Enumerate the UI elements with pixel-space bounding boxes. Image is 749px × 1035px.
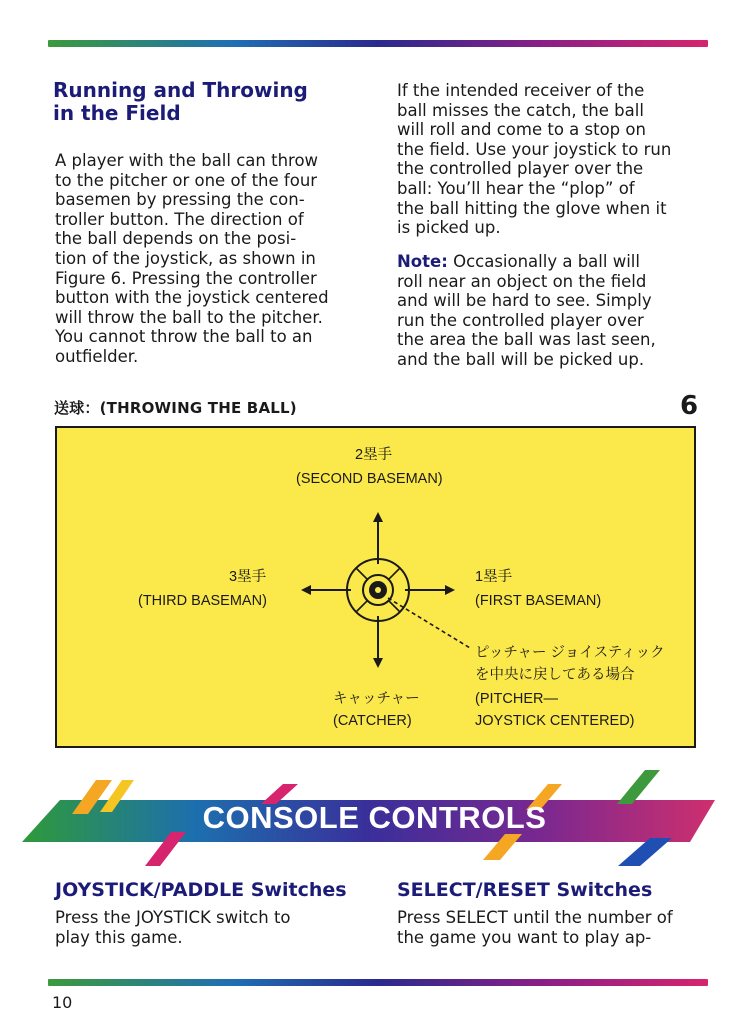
second-baseman-en: (SECOND BASEMAN) [296,471,443,487]
figure-caption: 送球：(THROWING THE BALL) [54,399,297,417]
pitcher-jp-line2: を中央に戻してある場合 [475,667,635,683]
text-line: will roll and come to a stop on [397,120,646,140]
bottom-rule [48,979,708,986]
text-line: You cannot throw the ball to an [55,327,313,347]
console-controls-title: CONSOLE CONTROLS [202,800,547,835]
pitcher-en-line1: (PITCHER— [475,691,558,707]
text-line: roll near an object on the field [397,271,647,291]
throwing-diagram [55,426,696,748]
page-number: 10 [52,993,73,1012]
text-line: and the ball will be picked up. [397,349,645,369]
text-line: the controlled player over the [397,159,644,179]
text-line: the area the ball was last seen, [397,330,656,350]
pitcher-jp-line1: ピッチャー ジョイスティック [475,645,665,661]
text-line: to the pitcher or one of the four [55,170,318,190]
text-line: play this game. [55,927,183,947]
text-line: the field. Use your joystick to run [397,139,672,159]
text-line: run the controlled player over [397,310,644,330]
note-label: Note: [397,252,448,271]
text-line: the ball depends on the posi- [55,229,297,249]
top-rule [48,40,708,47]
first-baseman-jp: 1塁手 [475,569,513,585]
pitcher-en-line2: JOYSTICK CENTERED) [475,713,635,729]
third-baseman-jp: 3塁手 [229,569,267,585]
catcher-en: (CATCHER) [333,713,412,729]
first-baseman-en: (FIRST BASEMAN) [475,593,602,609]
text-line: Press the JOYSTICK switch to [55,908,291,927]
text-line [397,252,707,272]
figure-number: 6 [680,391,699,421]
text-line: outfielder. [55,346,139,366]
text-line: A player with the ball can throw [55,151,319,170]
note-paragraph [397,252,707,370]
text-line: will throw the ball to the pitcher. [55,307,323,327]
section-heading-line: Running and Throwing [53,78,308,102]
select-text [397,908,717,947]
catcher-jp: キャッチャー [333,691,420,707]
joystick-heading: JOYSTICK/PADDLE Switches [55,879,347,901]
section-heading [53,79,308,125]
text-line: troller button. The direction of [55,209,304,229]
section-heading-line: in the Field [53,101,181,125]
text-line: and will be hard to see. Simply [397,291,652,311]
text-line: the game you want to play ap- [397,927,652,947]
joystick-text [55,908,375,947]
select-heading: SELECT/RESET Switches [397,879,653,901]
text-line: If the intended receiver of the [397,81,645,100]
right-paragraph [397,81,707,238]
text-line: ball: You’ll hear the “plop” of [397,178,635,198]
note-first-line: Occasionally a ball will [453,252,640,271]
second-baseman-jp: 2塁手 [355,447,393,463]
text-line: button with the joystick centered [55,288,329,308]
text-line: basemen by pressing the con- [55,190,305,210]
text-line: Figure 6. Pressing the controller [55,268,317,288]
text-line: ball misses the catch, the ball [397,100,644,120]
leader-line [388,598,470,648]
text-line: the ball hitting the glove when it [397,198,667,218]
left-paragraph [55,151,365,367]
text-line: Press SELECT until the number of [397,908,673,927]
text-line: tion of the joystick, as shown in [55,248,316,268]
third-baseman-en: (THIRD BASEMAN) [138,593,267,609]
text-line: is picked up. [397,218,501,238]
